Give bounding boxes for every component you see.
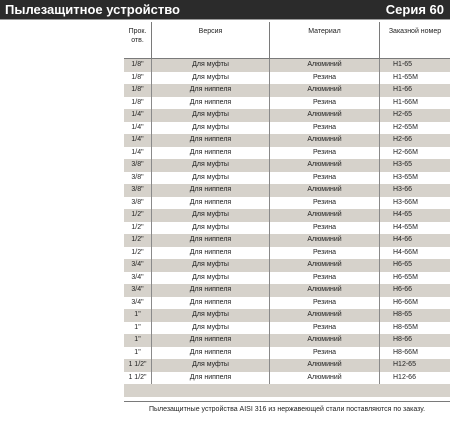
cell-material: Алюминий <box>270 209 380 222</box>
cell-material: Резина <box>270 197 380 210</box>
cell-material: Алюминий <box>270 159 380 172</box>
cell-material: Алюминий <box>270 184 380 197</box>
cell-material: Резина <box>270 147 380 160</box>
column-header-version: Версия <box>152 22 270 58</box>
cell-order-number: H12-65 <box>393 361 416 369</box>
cell-order-number: H1-65M <box>393 73 418 81</box>
cell-material: Алюминий <box>270 84 380 97</box>
cell-thread: 3/8" <box>124 184 152 197</box>
cell-version: Для ниппеля <box>152 234 270 247</box>
cell-thread: 3/4" <box>124 297 152 310</box>
cell-material: Алюминий <box>270 284 380 297</box>
cell-material: Алюминий <box>270 309 380 322</box>
cell-thread: 1/8" <box>124 59 152 72</box>
table-row <box>124 309 450 322</box>
table-row <box>124 284 450 297</box>
cell-version: Для ниппеля <box>152 184 270 197</box>
cell-version: Для ниппеля <box>152 247 270 260</box>
column-header-material: Материал <box>270 22 380 58</box>
table-row <box>124 334 450 347</box>
footnote: Пылезащитные устройства AISI 316 из нержавеющей стали поставляются по заказу. <box>148 406 426 413</box>
table-row <box>124 372 450 385</box>
cell-order-number: H4-66 <box>393 236 413 244</box>
cell-thread: 1/8" <box>124 84 152 97</box>
cell-order-number: H8-66 <box>393 336 413 344</box>
table-row <box>124 109 450 122</box>
cell-order-number: H6-65M <box>393 273 418 281</box>
page-title: Пылезащитное устройство <box>5 2 180 17</box>
cell-order-number: H3-65M <box>393 173 418 181</box>
cell-thread: 1/4" <box>124 122 152 135</box>
cell-version: Для ниппеля <box>152 97 270 110</box>
table-row <box>124 172 450 185</box>
cell-order-number: H1-65 <box>393 61 413 69</box>
cell-material: Резина <box>270 347 380 360</box>
cell-version: Для ниппеля <box>152 297 270 310</box>
cell-thread: 1" <box>124 347 152 360</box>
cell-version: Для ниппеля <box>152 284 270 297</box>
product-table <box>124 22 450 397</box>
cell-version: Для муфты <box>152 222 270 235</box>
cell-version: Для ниппеля <box>152 334 270 347</box>
table-row <box>124 159 450 172</box>
cell-material: Резина <box>270 222 380 235</box>
table-row <box>124 72 450 85</box>
cell-order-number: H2-65 <box>393 111 413 119</box>
cell-thread: 1 1/2" <box>124 372 152 385</box>
table-row <box>124 359 450 372</box>
cell-material: Резина <box>270 72 380 85</box>
table-row <box>124 222 450 235</box>
table-row <box>124 322 450 335</box>
cell-order-number: H2-66M <box>393 148 418 156</box>
table-row <box>124 147 450 160</box>
cell-version: Для ниппеля <box>152 372 270 385</box>
table-row <box>124 297 450 310</box>
cell-thread: 1" <box>124 334 152 347</box>
cell-thread: 1/8" <box>124 97 152 110</box>
cell-order-number: H8-65 <box>393 311 413 319</box>
cell-version: Для ниппеля <box>152 147 270 160</box>
cell-material: Алюминий <box>270 134 380 147</box>
cell-thread: 3/4" <box>124 272 152 285</box>
table-row <box>124 97 450 110</box>
table-body <box>124 59 450 397</box>
cell-thread: 3/8" <box>124 159 152 172</box>
cell-version: Для муфты <box>152 159 270 172</box>
cell-material: Алюминий <box>270 259 380 272</box>
page-header <box>0 0 450 19</box>
cell-material: Резина <box>270 172 380 185</box>
table-row <box>124 184 450 197</box>
cell-order-number: H3-66 <box>393 186 413 194</box>
table-row <box>124 247 450 260</box>
cell-thread: 1" <box>124 309 152 322</box>
column-header-order-number: Заказной номер <box>388 28 442 35</box>
cell-thread: 1/4" <box>124 134 152 147</box>
cell-version: Для муфты <box>152 209 270 222</box>
cell-version: Для муфты <box>152 272 270 285</box>
cell-order-number: H1-66 <box>393 86 413 94</box>
cell-order-number: H8-65M <box>393 323 418 331</box>
cell-order-number: H6-66M <box>393 298 418 306</box>
cell-thread: 3/4" <box>124 259 152 272</box>
table-row <box>124 59 450 72</box>
table-row <box>124 259 450 272</box>
table-row <box>124 122 450 135</box>
table-row <box>124 234 450 247</box>
cell-version: Для муфты <box>152 72 270 85</box>
cell-material: Резина <box>270 297 380 310</box>
cell-thread: 1/4" <box>124 147 152 160</box>
table-row <box>124 134 450 147</box>
table-row <box>124 197 450 210</box>
cell-thread: 1/2" <box>124 234 152 247</box>
cell-order-number: H6-65 <box>393 261 413 269</box>
cell-thread: 3/8" <box>124 172 152 185</box>
cell-material: Алюминий <box>270 234 380 247</box>
table-row <box>124 272 450 285</box>
cell-version: Для муфты <box>152 59 270 72</box>
cell-order-number: H3-65 <box>393 161 413 169</box>
cell-thread: 1" <box>124 322 152 335</box>
cell-version: Для ниппеля <box>152 84 270 97</box>
cell-order-number: H3-66M <box>393 198 418 206</box>
cell-thread: 1/4" <box>124 109 152 122</box>
cell-order-number: H2-65M <box>393 123 418 131</box>
cell-version: Для ниппеля <box>152 197 270 210</box>
header-divider <box>0 19 450 20</box>
cell-order-number: H4-66M <box>393 248 418 256</box>
cell-order-number: H4-65M <box>393 223 418 231</box>
column-header-thread: Прок. отв. <box>124 22 152 58</box>
cell-order-number: H2-66 <box>393 136 413 144</box>
cell-version: Для ниппеля <box>152 347 270 360</box>
cell-material: Резина <box>270 122 380 135</box>
cell-material: Алюминий <box>270 109 380 122</box>
series-label: Серия 60 <box>385 2 444 17</box>
cell-material: Алюминий <box>270 359 380 372</box>
cell-version: Для муфты <box>152 172 270 185</box>
cell-version: Для муфты <box>152 359 270 372</box>
cell-order-number: H12-66 <box>393 373 416 381</box>
table-row <box>124 347 450 360</box>
table-row <box>124 209 450 222</box>
cell-thread: 1 1/2" <box>124 359 152 372</box>
cell-version: Для ниппеля <box>152 134 270 147</box>
cell-version: Для муфты <box>152 122 270 135</box>
cell-material: Резина <box>270 97 380 110</box>
cell-material: Алюминий <box>270 334 380 347</box>
cell-thread: 3/8" <box>124 197 152 210</box>
footer-divider <box>124 401 450 402</box>
table-header <box>124 22 450 59</box>
cell-order-number: H6-66 <box>393 286 413 294</box>
cell-order-number: H1-66M <box>393 98 418 106</box>
cell-thread: 1/2" <box>124 209 152 222</box>
cell-thread: 1/2" <box>124 222 152 235</box>
cell-thread: 1/8" <box>124 72 152 85</box>
cell-version: Для муфты <box>152 309 270 322</box>
cell-material: Резина <box>270 247 380 260</box>
cell-material: Резина <box>270 322 380 335</box>
cell-material: Алюминий <box>270 372 380 385</box>
cell-material: Резина <box>270 272 380 285</box>
table-row <box>124 84 450 97</box>
cell-version: Для муфты <box>152 259 270 272</box>
cell-version: Для муфты <box>152 322 270 335</box>
cell-order-number: H8-66M <box>393 348 418 356</box>
cell-version: Для муфты <box>152 109 270 122</box>
table-row-empty <box>124 384 450 397</box>
cell-thread: 1/2" <box>124 247 152 260</box>
cell-material: Алюминий <box>270 59 380 72</box>
cell-order-number: H4-65 <box>393 211 413 219</box>
cell-thread: 3/4" <box>124 284 152 297</box>
